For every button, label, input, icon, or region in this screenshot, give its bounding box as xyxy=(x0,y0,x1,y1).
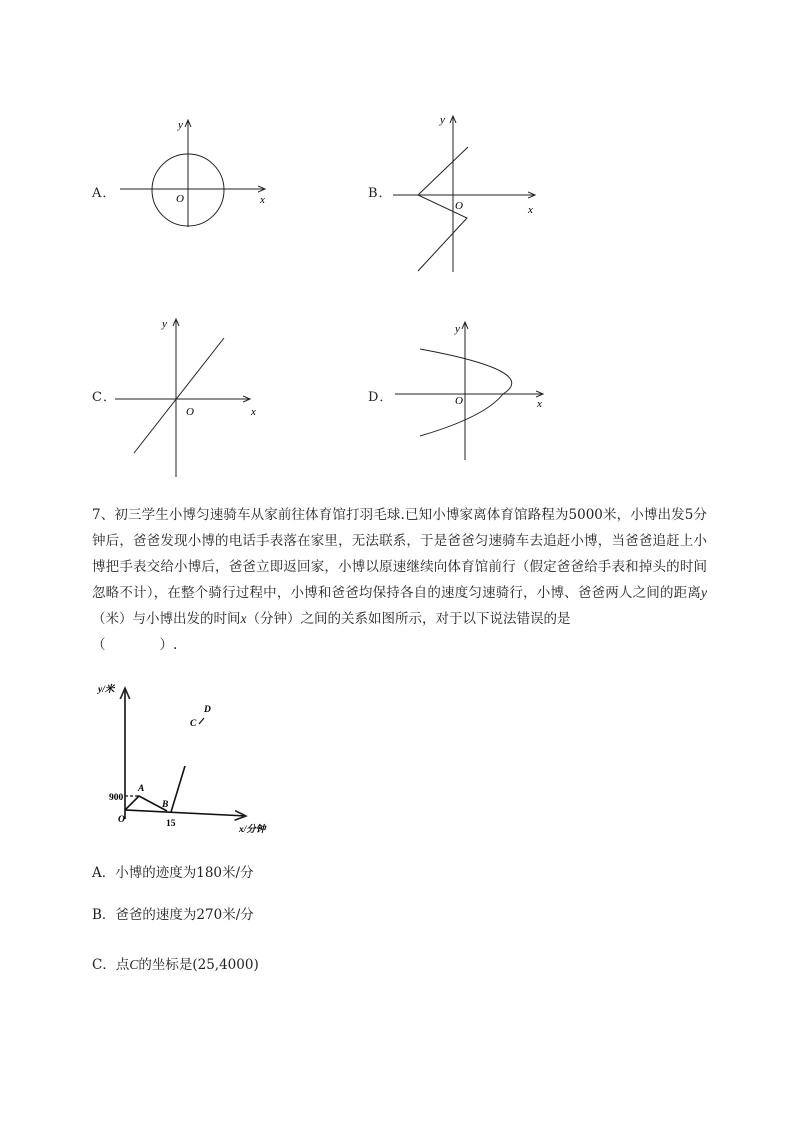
option-d-graph xyxy=(385,318,550,463)
x-axis-label: x xyxy=(528,204,533,216)
y-axis-label: y xyxy=(178,119,183,131)
answer-a-label: A． xyxy=(92,865,116,881)
var-x: x xyxy=(240,611,247,626)
fig-distance-curve xyxy=(125,796,167,811)
fig-cd-segment xyxy=(199,718,204,724)
option-a-label: A． xyxy=(92,186,117,201)
fig-x-axis xyxy=(125,810,246,816)
y-axis-label: y xyxy=(455,323,460,335)
option-b-graph xyxy=(385,110,550,275)
fig-curve-rise xyxy=(171,766,185,812)
x-axis-label: x xyxy=(537,398,542,410)
var-y: y xyxy=(701,585,707,600)
answer-b xyxy=(92,903,254,923)
fig-point-a: A xyxy=(138,784,145,794)
y-axis-label: y xyxy=(162,318,167,330)
answer-blank: （ ）. xyxy=(92,637,178,653)
fig-x-label: x/分钟 xyxy=(239,825,266,835)
fig-point-b: B xyxy=(162,800,169,810)
origin-label: O xyxy=(176,193,184,205)
answer-b-text: 爸爸的速度为270米/分 xyxy=(115,907,254,923)
question-body-1: 初三学生小博匀速骑车从家前往体育馆打羽毛球.已知小博家离体育馆路程为5000米，小博出发5分钟后，爸爸发现小博的电话手表落在家里，无法联系，于是爸爸匀速骑车去追赶小博，当爸爸追赶上小博把手表交给小博后，爸爸立即返回家，小博以原速继续向体育馆前行（假定爸爸给手表和掉头的时间忽略不计），在整个骑行过程中，小博和爸爸均保持各自的速度匀速骑行，小博、爸爸两人之间的距离 xyxy=(92,507,707,601)
fig-origin: O xyxy=(118,815,125,825)
question-number: 7、 xyxy=(92,507,115,523)
fig-point-d: D xyxy=(204,705,211,715)
answer-a-text: 小博的迹度为180米/分 xyxy=(115,865,254,881)
question-7-text xyxy=(92,502,707,658)
x-axis-label: x xyxy=(251,406,256,418)
fig-point-c: C xyxy=(190,719,197,729)
answer-c xyxy=(92,953,259,973)
option-c-label: C． xyxy=(92,390,117,405)
option-c-graph xyxy=(110,315,275,480)
x-axis-label: x xyxy=(260,194,265,206)
question-body-3: （分钟）之间的关系如图所示，对于以下说法错误的是 xyxy=(246,611,571,627)
option-a-graph xyxy=(110,115,280,240)
distance-time-figure xyxy=(96,676,296,844)
answer-c-post: 的坐标是(25,4000) xyxy=(138,957,259,973)
answer-c-var: C xyxy=(129,957,139,972)
fig-tick-900: 900 xyxy=(109,793,124,803)
answer-c-pre: 点 xyxy=(115,957,130,973)
straight-line-curve xyxy=(134,338,224,453)
fig-y-label: y/米 xyxy=(98,685,115,695)
origin-label: O xyxy=(455,395,463,407)
answer-a xyxy=(92,861,254,881)
option-b-label: B． xyxy=(368,186,393,201)
option-d-label: D． xyxy=(368,390,394,405)
parabola-curve xyxy=(420,349,512,436)
origin-label: O xyxy=(186,406,194,418)
fig-tick-15: 15 xyxy=(166,819,176,829)
question-body-2: （米）与小博出发的时间 xyxy=(92,611,241,627)
answer-c-label: C． xyxy=(92,957,116,973)
origin-label: O xyxy=(455,200,463,212)
answer-b-label: B． xyxy=(92,907,116,923)
y-axis-label: y xyxy=(440,114,445,126)
